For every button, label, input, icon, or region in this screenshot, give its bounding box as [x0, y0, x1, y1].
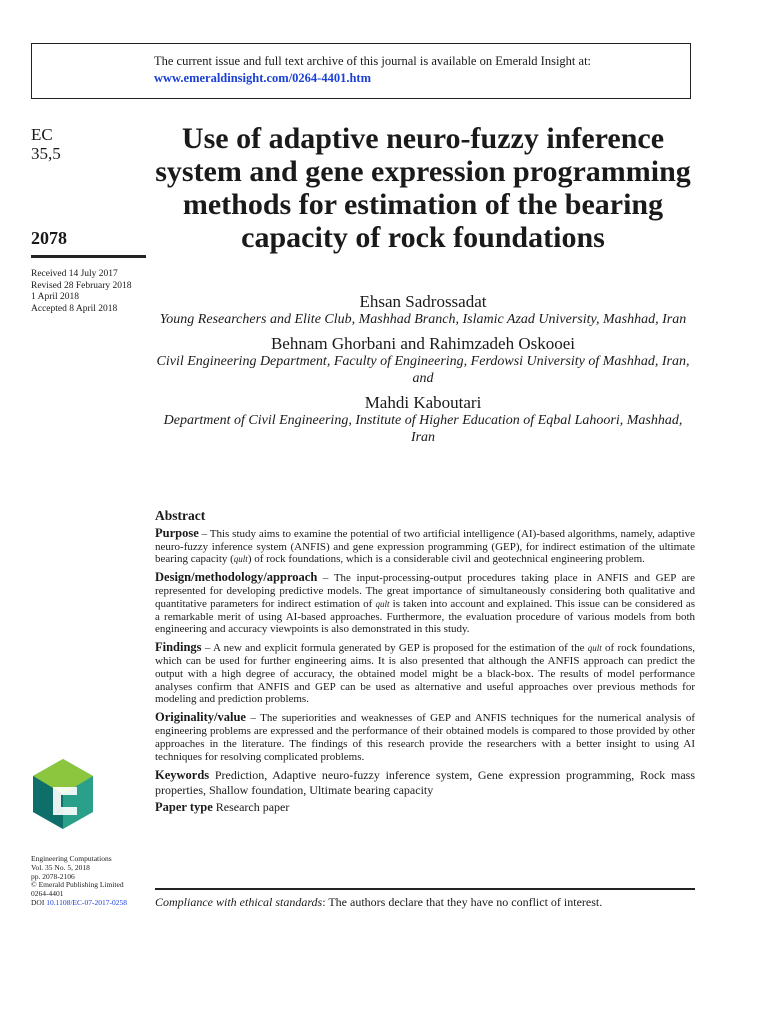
- abstract-heading: Abstract: [155, 508, 206, 523]
- author-affiliation: Department of Civil Engineering, Institute of Higher Education of Eqbal Lahoori, Mashhad, Iran: [163, 413, 683, 445]
- findings-label: Findings: [155, 640, 202, 655]
- pub-issn: 0264-4401: [31, 889, 64, 899]
- ethics-divider: [155, 888, 695, 890]
- design-text: – The input-processing-output procedures taking place in ANFIS and GEP are represented for developing predictive models. The great importance of simultaneously considering both qualitative and quantitative parameters for indirect estimation of: [155, 572, 695, 610]
- findings-text: – A new and explicit formula generated by GEP is proposed for the estimation of the: [201, 642, 588, 655]
- ethics-text: : The authors declare that they have no conflict of interest.: [322, 895, 603, 909]
- keywords-label: Keywords: [155, 768, 210, 783]
- qult-symbol: qult: [587, 643, 602, 654]
- journal-abbrev: [31, 125, 61, 163]
- accepted-date: Accepted 8 April 2018: [31, 303, 118, 314]
- pub-journal: Engineering Computations: [31, 854, 112, 863]
- ethics-label: Compliance with ethical standards: [155, 895, 323, 909]
- article-title: Use of adaptive neuro-fuzzy inference system and gene expression programming methods for estimation of the bearing capacity of rock foundations: [155, 122, 691, 254]
- abstract-section: [155, 510, 695, 814]
- abstract-findings: [155, 641, 695, 706]
- publication-info: [31, 855, 127, 908]
- abstract-design: [155, 571, 695, 636]
- margin-divider: [31, 255, 146, 258]
- author-name: Behnam Ghorbani and Rahimzadeh Oskooei: [270, 334, 576, 353]
- author-name: Mahdi Kaboutari: [364, 393, 482, 412]
- pub-doi: [31, 899, 127, 908]
- doi-label: DOI: [31, 897, 45, 907]
- author-affiliation: Young Researchers and Elite Club, Mashhad Branch, Islamic Azad University, Mashhad, Iran: [159, 312, 687, 327]
- author-block: [150, 292, 696, 452]
- originality-label: Originality/value: [155, 710, 246, 725]
- purpose-text-end: ) of rock foundations, which is a considerable civil and geotechnical engineering problem.: [247, 553, 645, 566]
- journal-notice-box: [31, 43, 691, 99]
- ethics-statement: [155, 895, 695, 910]
- originality-text: – The superiorities and weaknesses of GEP and ANFIS techniques for the numerical analysis of engineering problems are expressed and the performance of their obtained models is compared to those provided by other approaches in the literature. The findings of this research provide the researchers with a better insight to using AI techniques for resolving complicated problems.: [155, 712, 695, 763]
- pub-volume: Vol. 35 No. 5, 2018: [31, 862, 90, 872]
- doi-link[interactable]: 10.1108/EC-07-2017-0258: [46, 897, 127, 907]
- received-date: Received 14 July 2017: [31, 269, 118, 279]
- purpose-label: Purpose: [155, 525, 199, 540]
- author-name: Ehsan Sadrossadat: [359, 292, 487, 311]
- qult-symbol: qult: [233, 554, 248, 565]
- findings-text-end: of rock foundations, which can be used for further engineering aims. It is also presented that although the ANFIS approach can predict the output with a high degree of accuracy, the obtained model might be a black-box. The results of model performance analyses confirm that ANFIS and GEP can be used as alternative and useful approaches over previous methods for modeling and prediction problems.: [155, 642, 695, 706]
- revised-date-2: 1 April 2018: [31, 292, 80, 302]
- article-dates: [31, 269, 132, 315]
- author-affiliation: Civil Engineering Department, Faculty of Engineering, Ferdowsi University of Mashhad, Iran, and: [156, 354, 690, 386]
- journal-abbrev-text: EC: [31, 125, 53, 144]
- abstract-purpose: [155, 527, 695, 566]
- abstract-originality: [155, 711, 695, 763]
- purpose-text: – This study aims to examine the potential of two artificial intelligence (AI)-based algorithms, namely, adaptive neuro-fuzzy inference system (ANFIS) and gene expression programming (GEP), for indirect estimation of the ultimate bearing capacity (: [155, 527, 695, 566]
- keywords: [155, 768, 695, 797]
- keywords-text: Prediction, Adaptive neuro-fuzzy inference system, Gene expression programming, Rock mass properties, Shallow foundation, Ultimate bearing capacity: [155, 768, 696, 797]
- paper-type-label: Paper type: [155, 800, 213, 815]
- volume-issue: 35,5: [31, 144, 61, 163]
- paper-type-text: Research paper: [215, 800, 290, 815]
- page-number: 2078: [31, 228, 67, 248]
- qult-symbol: qult: [375, 598, 390, 609]
- design-text-end: is taken into account and explained. This issue can be considered as a remarkable merit of using AI-based approaches. Furthermore, the evaluation procedure of various models from both engineering and accuracy viewpoints is also demonstrated in this study.: [155, 597, 695, 636]
- paper-type: [155, 801, 695, 814]
- pub-copyright: © Emerald Publishing Limited: [31, 880, 124, 890]
- revised-date: Revised 28 February 2018: [31, 280, 132, 291]
- pub-pages: pp. 2078-2106: [31, 871, 75, 881]
- journal-url-link[interactable]: www.emeraldinsight.com/0264-4401.htm: [154, 71, 371, 85]
- design-label: Design/methodology/approach: [155, 570, 318, 585]
- notice-text: The current issue and full text archive of this journal is available on Emerald Insight at:: [154, 54, 592, 68]
- emerald-logo-icon: [31, 757, 95, 831]
